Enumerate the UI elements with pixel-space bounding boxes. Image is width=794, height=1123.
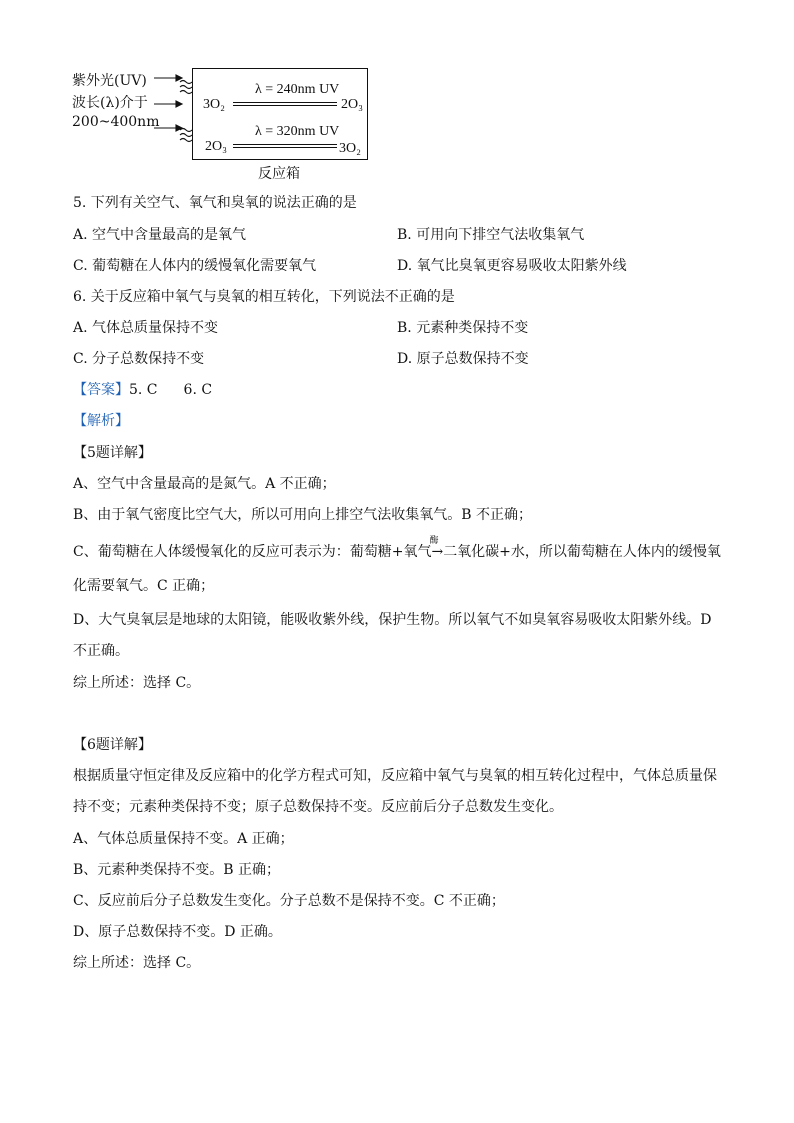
reaction1-reactant: 3O₂ (203, 97, 225, 112)
q5-stem: 5. 下列有关空气、氧气和臭氧的说法正确的是 (73, 195, 357, 211)
detail5-header: 【5题详解】 (73, 445, 152, 461)
q6-option-c: C. 分子总数保持不变 (73, 351, 205, 367)
reaction1-eq-line-top (233, 102, 337, 103)
enzyme-arrow (429, 536, 444, 562)
reaction1-eq-line-bottom (233, 105, 337, 106)
detail6-header: 【6题详解】 (73, 737, 152, 753)
detail6-d: D、原子总数保持不变。D 正确。 (73, 924, 282, 940)
detail5-c-part2: 二氧化碳+水，所以葡萄糖在人体内的缓慢氧 (443, 544, 721, 560)
reaction2-eq-line-top (233, 144, 337, 145)
detail5-a: A、空气中含量最高的是氮气。A 不正确； (73, 476, 336, 492)
reaction2-condition: λ = 320nm UV (255, 124, 340, 139)
detail6-b: B、元素种类保持不变。B 正确； (73, 862, 281, 878)
diagram-caption: 反应箱 (258, 166, 300, 182)
reaction2-reactant: 2O₃ (205, 139, 227, 154)
q5-option-c: C. 葡萄糖在人体内的缓慢氧化需要氧气 (73, 258, 317, 274)
q5-option-d: D. 氧气比臭氧更容易吸收太阳紫外线 (397, 258, 627, 274)
uv-arrows-icon (154, 70, 196, 150)
reaction2-product: 3O₂ (339, 141, 361, 156)
analysis-label: 【解析】 (73, 413, 129, 429)
uv-label-line1: 紫外光(UV) (72, 73, 147, 89)
detail5-c-line2: 化需要氧气。C 正确； (73, 578, 215, 594)
detail6-a: A、气体总质量保持不变。A 正确； (73, 831, 294, 847)
answer-q6: 6. C (183, 382, 213, 398)
uv-label-line3: 200~400nm (72, 114, 160, 130)
detail5-d-line1: D、大气臭氧层是地球的太阳镜，能吸收紫外线，保护生物。所以氧气不如臭氧容易吸收太阳紫外线。D (73, 612, 712, 628)
q6-option-a: A. 气体总质量保持不变 (73, 320, 219, 336)
detail5-summary: 综上所述：选择 C。 (73, 675, 201, 691)
reaction1-product: 2O₃ (341, 97, 363, 112)
reaction-box (192, 68, 368, 160)
detail5-c-line1 (73, 536, 721, 562)
detail6-summary: 综上所述：选择 C。 (73, 955, 201, 971)
reaction1-condition: λ = 240nm UV (255, 82, 340, 97)
arrow-icon: → (431, 544, 444, 560)
reaction2-eq-line-bottom (233, 147, 337, 148)
detail6-intro-line1: 根据质量守恒定律及反应箱中的化学方程式可知，反应箱中氧气与臭氧的相互转化过程中，气体总质量保 (73, 768, 717, 784)
uv-label-line2: 波长(λ)介于 (72, 95, 148, 111)
detail5-b: B、由于氧气密度比空气大，所以可用向上排空气法收集氧气。B 不正确； (73, 507, 533, 523)
detail6-c: C、反应前后分子总数发生变化。分子总数不是保持不变。C 不正确； (73, 893, 505, 909)
q6-stem: 6. 关于反应箱中氧气与臭氧的相互转化，下列说法不正确的是 (73, 289, 455, 305)
detail5-d-line2: 不正确。 (73, 643, 129, 659)
q6-option-d: D. 原子总数保持不变 (397, 351, 529, 367)
answer-line (73, 380, 212, 400)
q5-option-a: A. 空气中含量最高的是氧气 (73, 227, 247, 243)
q5-option-b: B. 可用向下排空气法收集氧气 (397, 227, 585, 243)
answer-label: 【答案】 (73, 382, 129, 398)
q6-option-b: B. 元素种类保持不变 (397, 320, 529, 336)
reaction-box-diagram (70, 62, 380, 182)
detail5-c-part1: C、葡萄糖在人体缓慢氧化的反应可表示为：葡萄糖+氧气 (73, 544, 432, 560)
enzyme-label: 酶 (429, 536, 439, 546)
answer-q5: 5. C (129, 382, 158, 398)
detail6-intro-line2: 持不变；元素种类保持不变；原子总数保持不变。反应前后分子总数发生变化。 (73, 799, 563, 815)
